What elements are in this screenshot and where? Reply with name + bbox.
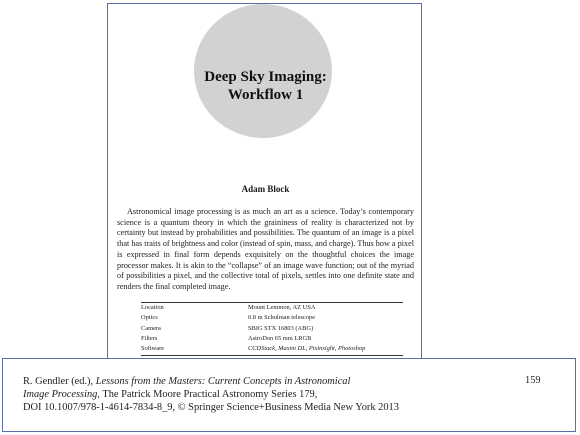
table-row	[141, 323, 403, 333]
citation-series: , The Patrick Moore Practical Astronomy Series 179,	[97, 389, 318, 400]
chapter-title-line2: Workflow 1	[227, 87, 304, 103]
equipment-table	[141, 302, 403, 356]
chapter-title-line1: Deep Sky Imaging:	[204, 69, 327, 85]
spec-label: Location	[141, 303, 248, 314]
spec-value: Mount Lemmon, AZ USA	[248, 303, 403, 314]
author-name: Adam Block	[241, 184, 290, 194]
table-row	[141, 313, 403, 323]
table-row	[141, 334, 403, 344]
spec-value: 0.8 m Schulman telescope	[248, 314, 316, 322]
page-number: 159	[525, 375, 541, 386]
spec-value: AstroDon 65 mm LRGB	[248, 334, 312, 342]
citation-line-2	[23, 388, 317, 401]
spec-label: Optics	[141, 314, 158, 322]
spec-value: SBIG STX 16803 (ABG)	[248, 324, 314, 332]
citation-book-title: Lessons from the Masters: Current Concepts in Astronomical	[95, 376, 351, 387]
book-page	[107, 3, 422, 358]
citation-footer	[2, 358, 576, 432]
spec-label: Software	[141, 344, 248, 355]
citation-book-title-cont: Image Processing	[23, 389, 98, 400]
citation-editor: R. Gendler (ed.),	[23, 376, 96, 387]
spec-value: CCDStack, Maxim DL, Pixinsight, Photoshop	[248, 344, 403, 355]
spec-label: Camera	[141, 324, 161, 332]
table-row	[141, 344, 403, 355]
citation-doi: DOI 10.1007/978-1-4614-7834-8_9, © Springer Science+Business Media New York 2013	[23, 402, 399, 413]
spec-label: Filters	[141, 334, 158, 342]
chapter-title	[108, 68, 423, 104]
table-row	[141, 303, 403, 314]
abstract-paragraph: Astronomical image processing is as much an art as a science. Today’s contemporary science is a quantum theory in which the graininess of reality is characterized not by certainty but instead by probabilities and possibilities. The quantum of an image is a pixel that has traits of brightness and color (instead of spin, mass, and charge). Thus how a pixel is expressed in final form depends exquisitely on the thoughtful choices the image processor makes. It is akin to the “collapse” of an image wave function; out of the myriad of possibilities a pixel, and the collective total of pixels, settles into one definite state and renders the final completed image.	[117, 207, 414, 291]
citation-line-1	[23, 375, 350, 388]
